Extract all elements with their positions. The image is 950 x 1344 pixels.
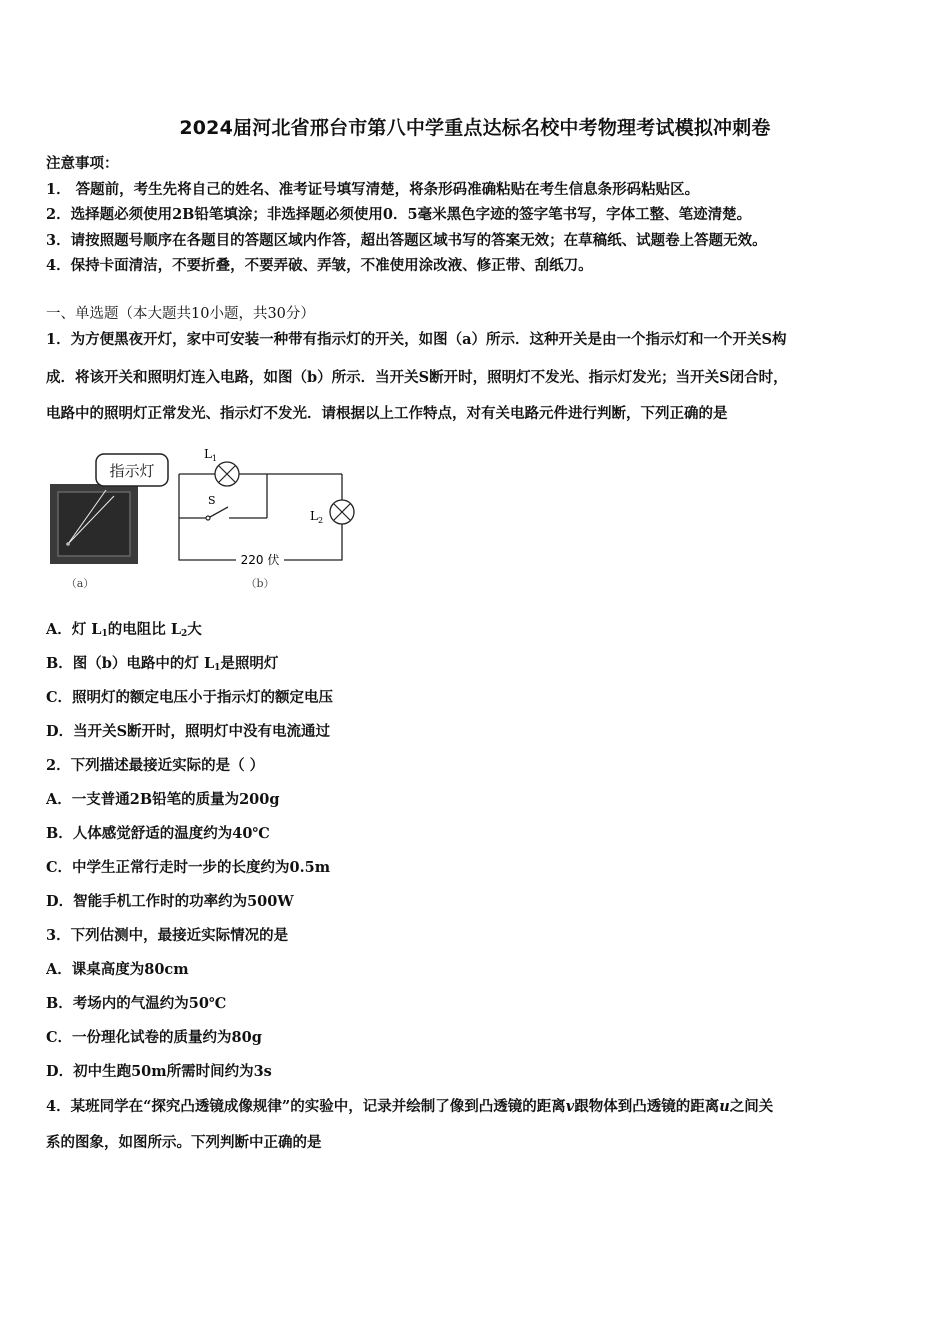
q3-option-b: B．考场内的气温约为50℃	[46, 995, 227, 1012]
q1-a-sub-2: 2	[181, 629, 188, 639]
q4-var-u: u	[719, 1098, 730, 1115]
switch-s-icon	[206, 516, 210, 520]
q3-stem: 3．下列估测中，最接近实际情况的是	[46, 927, 289, 944]
notice-item-3: 3．请按照题号顺序在各题目的答题区域内作答，超出答题区域书写的答案无效；在草稿纸、试题卷上答题无效。	[46, 232, 767, 249]
q4-var-v: v	[565, 1098, 575, 1115]
l1-sub: 1	[212, 454, 218, 463]
q1-a-text-1: A．灯 L	[46, 621, 102, 638]
q3-option-c: C．一份理化试卷的质量约为80g	[46, 1029, 262, 1046]
q4-stem-pre: 4．某班同学在“探究凸透镜成像规律”的实验中，记录并绘制了像到凸透镜的距离	[46, 1098, 566, 1115]
q1-option-d: D．当开关S断开时，照明灯中没有电流通过	[46, 723, 331, 740]
q2-option-d: D．智能手机工作时的功率约为500W	[46, 893, 294, 910]
q1-a-text-2: 的电阻比 L	[107, 621, 182, 638]
q1-figure	[48, 440, 368, 600]
q4-stem-line-2: 系的图象，如图所示。下列判断中正确的是	[46, 1134, 322, 1151]
switch-s-label: S	[208, 494, 216, 507]
q1-a-text-3: 大	[187, 621, 202, 638]
q1-stem-line-3: 电路中的照明灯正常发光、指示灯不发光．请根据以上工作特点，对有关电路元件进行判断，下列正确的是	[46, 405, 728, 422]
caption-a: （a）	[65, 577, 95, 590]
q1-option-a	[46, 618, 202, 639]
q1-b-sub: 1	[214, 663, 221, 673]
notice-item-1: 1． 答题前，考生先将自己的姓名、准考证号填写清楚，将条形码准确粘贴在考生信息条形码粘贴区。	[46, 181, 700, 198]
l2-sub: 2	[318, 516, 324, 525]
notice-item-4: 4．保持卡面清洁，不要折叠，不要弄破、弄皱，不准使用涂改液、修正带、刮纸刀。	[46, 257, 593, 274]
voltage-label: 220 伏	[240, 553, 280, 567]
callout-label: 指示灯	[109, 462, 155, 480]
q1-option-b	[46, 652, 278, 673]
q4-stem-line-1	[46, 1095, 773, 1116]
l1-label: L	[204, 447, 212, 461]
q1-b-text-1: B．图（b）电路中的灯 L	[46, 655, 215, 672]
q2-option-c: C．中学生正常行走时一步的长度约为0.5m	[46, 859, 331, 876]
q3-option-d: D．初中生跑50m所需时间约为3s	[46, 1063, 272, 1080]
l2-label: L	[310, 509, 318, 523]
notice-item-2: 2．选择题必须使用2B铅笔填涂；非选择题必须使用0．5毫米黑色字迹的签字笔书写，字体工整、笔迹清楚。	[46, 206, 752, 223]
page-title: 2024届河北省邢台市第八中学重点达标名校中考物理考试模拟冲刺卷	[179, 117, 771, 139]
q2-stem: 2．下列描述最接近实际的是（ ）	[46, 757, 265, 774]
q4-stem-mid: 跟物体到凸透镜的距离	[574, 1098, 720, 1115]
q1-stem-line-2: 成．将该开关和照明灯连入电路，如图（b）所示．当开关S断开时，照明灯不发光、指示灯发光；当开关S闭合时，	[46, 369, 788, 386]
q2-option-b: B．人体感觉舒适的温度约为40℃	[46, 825, 270, 842]
q2-option-a: A．一支普通2B铅笔的质量为200g	[46, 791, 280, 808]
notice-heading: 注意事项：	[46, 155, 119, 172]
q1-a-sub-1: 1	[101, 629, 108, 639]
circuit-figure	[48, 440, 368, 600]
q1-b-text-2: 是照明灯	[220, 655, 279, 672]
q1-stem-line-1: 1．为方便黑夜开灯，家中可安装一种带有指示灯的开关，如图（a）所示．这种开关是由一个指示灯和一个开关S构	[46, 331, 787, 348]
q4-stem-post: 之间关	[729, 1098, 774, 1115]
caption-b: （b）	[245, 577, 275, 590]
section-heading: 一、单选题（本大题共10小题，共30分）	[46, 306, 315, 322]
q3-option-a: A．课桌高度为80cm	[46, 961, 189, 978]
q1-option-c: C．照明灯的额定电压小于指示灯的额定电压	[46, 689, 334, 706]
